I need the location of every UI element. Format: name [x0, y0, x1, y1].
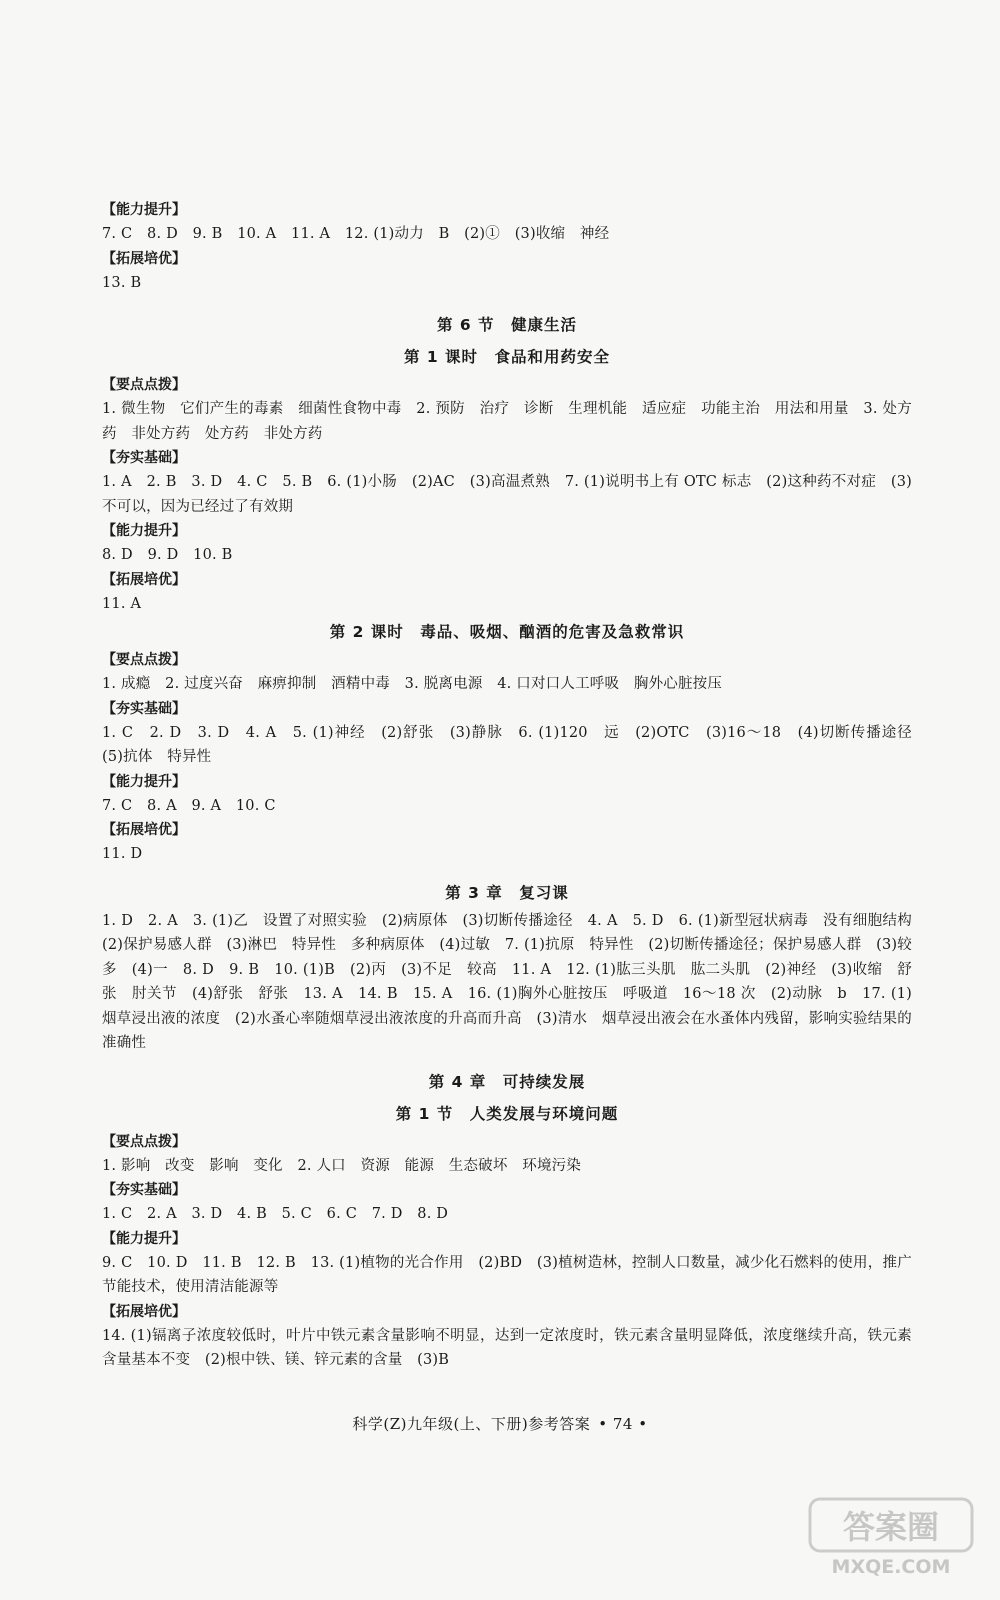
section-title: 第 4 章 可持续发展	[428, 1072, 586, 1091]
section-label: 【拓展培优】	[102, 250, 186, 267]
section-label: 【要点点拨】	[102, 1133, 186, 1150]
answer-content	[102, 198, 927, 1373]
answer-line: 1. A 2. B 3. D 4. C 5. B 6. (1)小肠 (2)AC (3)高温煮熟 7. (1)说明书上有 OTC 标志 (2)这种药不对症 (3)不可以，因为已经过了有效期	[102, 474, 912, 515]
answer-line: 1. C 2. A 3. D 4. B 5. C 6. C 7. D 8. D	[102, 1206, 449, 1222]
page-footer	[0, 1413, 1000, 1434]
section-label: 【夯实基础】	[102, 700, 186, 717]
section-title: 第 3 章 复习课	[445, 883, 569, 902]
answer-line: 11. A	[102, 595, 142, 612]
answer-line: 1. C 2. D 3. D 4. A 5. (1)神经 (2)舒张 (3)静脉 6. (1)120 远 (2)OTC (3)16～18 (4)切断传播途径 (5)抗体 特异性	[102, 724, 927, 765]
answer-line: 14. (1)镉离子浓度较低时，叶片中铁元素含量影响不明显，达到一定浓度时，铁元素含量明显降低，浓度继续升高，铁元素含量基本不变 (2)根中铁、镁、锌元素的含量 (3)B	[102, 1327, 912, 1368]
section-label: 【夯实基础】	[102, 450, 186, 466]
section-label: 【能力提升】	[102, 773, 186, 790]
answer-line: 1. 影响 改变 影响 变化 2. 人口 资源 能源 生态破坏 环境污染	[102, 1157, 582, 1174]
section-label: 【拓展培优】	[102, 571, 186, 588]
section-label: 【能力提升】	[102, 1230, 186, 1247]
section-label: 【拓展培优】	[102, 1303, 186, 1320]
watermark-text: 答案圈	[842, 1508, 940, 1546]
footer-title: 科学(Z)九年级(上、下册)参考答案	[352, 1415, 591, 1433]
answer-line: 1. 成瘾 2. 过度兴奋 麻痹抑制 酒精中毒 3. 脱离电源 4. 口对口人工呼吸 胸外心脏按压	[102, 676, 723, 692]
section-title: 第 2 课时 毒品、吸烟、酗酒的危害及急救常识	[329, 623, 685, 641]
section-label: 【能力提升】	[102, 202, 186, 218]
answer-line: 1. 微生物 它们产生的毒素 细菌性食物中毒 2. 预防 治疗 诊断 生理机能 适应症 功能主治 用法和用量 3. 处方药 非处方药 处方药 非处方药	[102, 401, 912, 442]
section-label: 【夯实基础】	[102, 1182, 186, 1198]
watermark-logo	[806, 1495, 976, 1580]
answer-line: 9. C 10. D 11. B 12. B 13. (1)植物的光合作用 (2)BD (3)植树造林，控制人口数量，减少化石燃料的使用，推广节能技术，使用清洁能源等	[102, 1254, 912, 1295]
section-title: 第 1 课时 食品和用药安全	[403, 348, 611, 366]
section-label: 【要点点拨】	[102, 652, 186, 668]
section-title: 第 6 节 健康生活	[436, 316, 578, 334]
answer-line: 13. B	[102, 274, 142, 291]
answer-line: 11. D	[102, 846, 143, 862]
answer-line: 7. C 8. D 9. B 10. A 11. A 12. (1)动力 B (2)① (3)收缩 神经	[102, 226, 610, 242]
page-number: • 74 •	[598, 1415, 648, 1433]
answer-line: 8. D 9. D 10. B	[102, 547, 233, 563]
section-label: 【要点点拨】	[102, 377, 186, 393]
watermark-url: MXQE.COM	[831, 1556, 951, 1578]
section-title: 第 1 节 人类发展与环境问题	[395, 1104, 619, 1123]
answer-line: 7. C 8. A 9. A 10. C	[102, 797, 276, 814]
answer-line: 1. D 2. A 3. (1)乙 设置了对照实验 (2)病原体 (3)切断传播途径 4. A 5. D 6. (1)新型冠状病毒 没有细胞结构 (2)保护易感人群 (3)淋巴 特异性 多种病原体 (4)过敏 7. (1)抗原 特异性 (2)切断传播途径；保护易感人群 (3)较多 (4)一 8. D 9. B 10. (1)B (2)丙 (3)不足 较高 11. A 12. (1)肱三头肌 肱二头肌 (2)神经 (3)收缩 舒张 肘关节 (4)舒张 舒张 13. A 14. B 15. A 16. (1)胸外心脏按压 呼吸道 16～18 次 (2)动脉 b 17. (1)烟草浸出液的浓度 (2)水蚤心率随烟草浸出液浓度的升高而升高 (3)清水 烟草浸出液会在水蚤体内残留，影响实验结果的准确性	[102, 912, 927, 1051]
section-label: 【能力提升】	[102, 523, 186, 539]
section-label: 【拓展培优】	[102, 822, 186, 838]
